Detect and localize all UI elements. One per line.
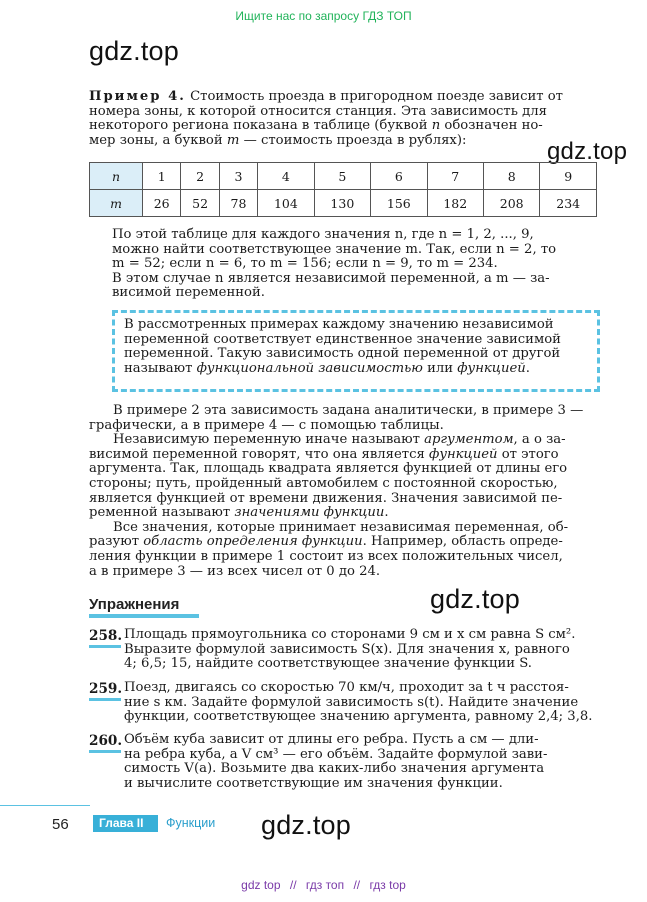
table-cell: 5 [314,163,370,190]
exercise-underline [89,645,121,648]
table-row [90,190,597,217]
table-cell: 208 [483,190,539,217]
exercise-underline [89,750,121,753]
table-cell: 4 [258,163,314,190]
link[interactable]: гдз топ [305,878,345,892]
example-label: Пример 4. [89,89,186,104]
separator: // [353,878,361,892]
exercise-260-text: Объём куба зависит от длины его ребра. Пусть a см — дли- на ребра куба, а V см³ — его объём. Задайте формулой зави- симость V(a). Возьмите два каких-либо значения аргумента и вычислите соответствующие им значения функции. [124,732,548,791]
table-explanation: По этой таблице для каждого значения n, где n = 1, 2, ..., 9, можно найти соответствующее значение m. Так, если n = 2, то m = 52; если n = 6, то m = 156; если n = 9, то m = 234. В этом случае n является независимой переменной, а m — за- висимой переменной. [112,227,557,301]
table-cell: 104 [258,190,314,217]
table-row [90,163,597,190]
exercise-number: 260. [89,733,123,749]
watermark-logo: gdz.top [547,138,628,165]
link[interactable]: gdz top [241,878,281,892]
table-cell: 182 [427,190,483,217]
bottom-links [0,878,647,892]
table-cell: 7 [427,163,483,190]
exercise-259-text: Поезд, двигаясь со скоростью 70 км/ч, проходит за t ч расстоя- ние s км. Задайте формулой зависимость s(t). Найдите значение функции, соответствующее значению аргумента, равному 2,4; 3,8. [124,680,593,725]
exercise-number: 258. [89,628,123,644]
top-banner: Ищите нас по запросу ГДЗ ТОП [235,9,412,23]
footer-divider [0,805,90,806]
example-4-paragraph: Пример 4. Стоимость проезда в пригородном поезде зависит от номера зоны, к которой относится станция. Эта зависимость для некоторого региона показана в таблице (буквой n обозначен но- мер зоны, а буквой m — стоимость проезда в рублях): [89,89,563,148]
watermark-logo: gdz.top [261,810,351,840]
table-cell: 234 [540,190,597,217]
table-cell: 26 [143,190,181,217]
watermark-logo: gdz.top [430,584,520,614]
table-cell: 130 [314,190,370,217]
exercise-258-text: Площадь прямоугольника со сторонами 9 см и x см равна S см². Выразите формулой зависимость S(x). Для значения x, равного 4; 6,5; 15, найдите соответствующее значение функции S. [124,627,576,672]
exercise-number: 259. [89,681,123,697]
exercise-underline [89,698,121,701]
table-cell: 9 [540,163,597,190]
separator: // [289,878,297,892]
table-cell: 52 [181,190,219,217]
row-label-m: m [90,190,143,217]
definition-text: В рассмотренных примерах каждому значению независимой переменной соответствует единственное значение зависимой переменной. Такую зависимость одной переменной от другой называют функциональной зависимостью или функцией. [124,317,561,376]
link[interactable]: гдз top [369,878,406,892]
page-number: 56 [52,816,69,833]
table-cell: 2 [181,163,219,190]
table-cell: 1 [143,163,181,190]
table-cell: 6 [371,163,427,190]
chapter-name: Функции [166,816,216,830]
watermark-logo: gdz.top [89,36,179,66]
chapter-badge: Глава II [93,815,158,832]
exercises-title: Упражнения [89,596,180,613]
table-cell: 78 [219,190,257,217]
table-cell: 156 [371,190,427,217]
table-cell: 3 [219,163,257,190]
body-text: В примере 2 эта зависимость задана аналитически, в примере 3 — графически, а в примере 4 — с помощью таблицы. Независимую переменную иначе называют аргументом, а о за- висимой переменной говорят, что она является функцией от этого аргумента. Так, площадь квадрата является функцией от длины его стороны; путь, пройденный автомобилем с постоянной скоростью, является функцией от времени движения. Значения зависимой пе- ременной называют значениями функции. Все значения, которые принимает независимая переменная, об- разуют область определения функции. Например, область опреде- ления функции в примере 1 состоит из всех положительных чисел, а в примере 3 — из всех чисел от 0 до 24. [89,403,584,579]
zone-price-table [89,162,597,217]
exercises-title-underline [89,614,199,618]
row-label-n: n [90,163,143,190]
table-cell: 8 [483,163,539,190]
